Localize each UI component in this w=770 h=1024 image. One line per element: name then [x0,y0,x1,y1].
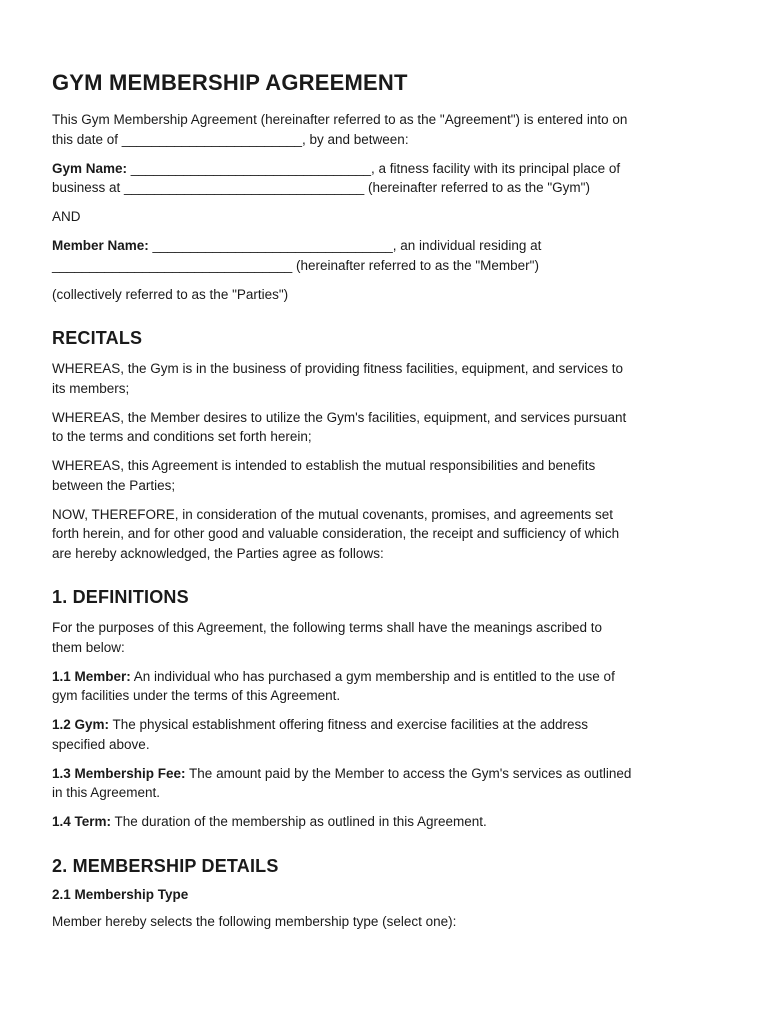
gym-name-line-1: ________________________________, a fitness facility with its principal place of [127,160,621,176]
parties-paragraph: (collectively referred to as the "Parties") [52,286,289,302]
definition-item [52,764,720,803]
definition-line-2: specified above. [52,736,150,752]
member-name-line-1: ________________________________, an individual residing at [148,238,542,253]
gym-name-paragraph [52,159,720,198]
definitions-heading: 1. DEFINITIONS [52,587,189,607]
definition-line-1: The amount paid by the Member to access the Gym's services as outlined [185,765,632,781]
definitions-intro [52,618,720,657]
definition-term: 1.2 Gym: [52,717,110,732]
and-separator: AND [52,209,81,224]
membership-select-text: Member hereby selects the following membership type (select one): [52,913,457,929]
definition-term: 1.4 Term: [52,814,112,829]
recital-1-line-1: WHEREAS, the Gym is in the business of providing fitness facilities, equipment, and services to [52,361,624,376]
document-title: GYM MEMBERSHIP AGREEMENT [52,70,408,95]
definition-term: 1.3 Membership Fee: [52,765,186,781]
intro-line-2: this date of ________________________, by and between: [52,131,409,147]
gym-name-label: Gym Name: [52,160,128,176]
definition-term: 1.1 Member: [52,668,131,684]
definitions-intro-line-1: For the purposes of this Agreement, the following terms shall have the meanings ascribed to [52,620,603,635]
intro-line-1: This Gym Membership Agreement (hereinafter referred to as the "Agreement") is entered into on [52,112,628,127]
definition-line-2: in this Agreement. [52,785,161,800]
recitals-heading: RECITALS [52,328,143,348]
membership-details-heading: 2. MEMBERSHIP DETAILS [52,855,279,876]
definition-item [52,667,720,706]
definition-line-1: The physical establishment offering fitness and exercise facilities at the address [109,717,589,732]
member-name-label: Member Name: [52,238,149,253]
definitions-intro-line-2: them below: [52,639,125,655]
recital-paragraph [52,359,720,398]
membership-type-subheading: 2.1 Membership Type [52,886,189,902]
definition-line-1: The duration of the membership as outlined in this Agreement. [111,814,487,829]
now-line-2: forth herein, and for other good and valuable consideration, the receipt and sufficiency of which [52,526,620,541]
recital-3-line-1: WHEREAS, this Agreement is intended to establish the mutual responsibilities and benefits [52,458,596,473]
intro-paragraph [52,110,720,149]
gym-name-line-2: business at ________________________________ (hereinafter referred to as the "Gym") [52,180,590,195]
member-name-paragraph [52,236,720,275]
now-therefore-paragraph [52,505,720,564]
recital-1-line-2: its members; [52,380,130,396]
recital-paragraph [52,408,720,447]
recital-2-line-2: to the terms and conditions set forth herein; [52,429,312,444]
recital-paragraph [52,456,720,495]
definition-item [52,812,720,832]
recital-3-line-2: between the Parties; [52,477,176,493]
definition-item [52,715,720,754]
member-name-line-2: ________________________________ (hereinafter referred to as the "Member") [52,257,539,273]
definition-line-1: An individual who has purchased a gym membership and is entitled to the use of [130,668,615,684]
now-line-1: NOW, THEREFORE, in consideration of the mutual covenants, promises, and agreements set [52,506,614,522]
definition-line-2: gym facilities under the terms of this Agreement. [52,688,341,703]
now-line-3: are hereby acknowledged, the Parties agree as follows: [52,545,384,561]
recital-2-line-1: WHEREAS, the Member desires to utilize the Gym's facilities, equipment, and services pursuant [52,409,627,425]
